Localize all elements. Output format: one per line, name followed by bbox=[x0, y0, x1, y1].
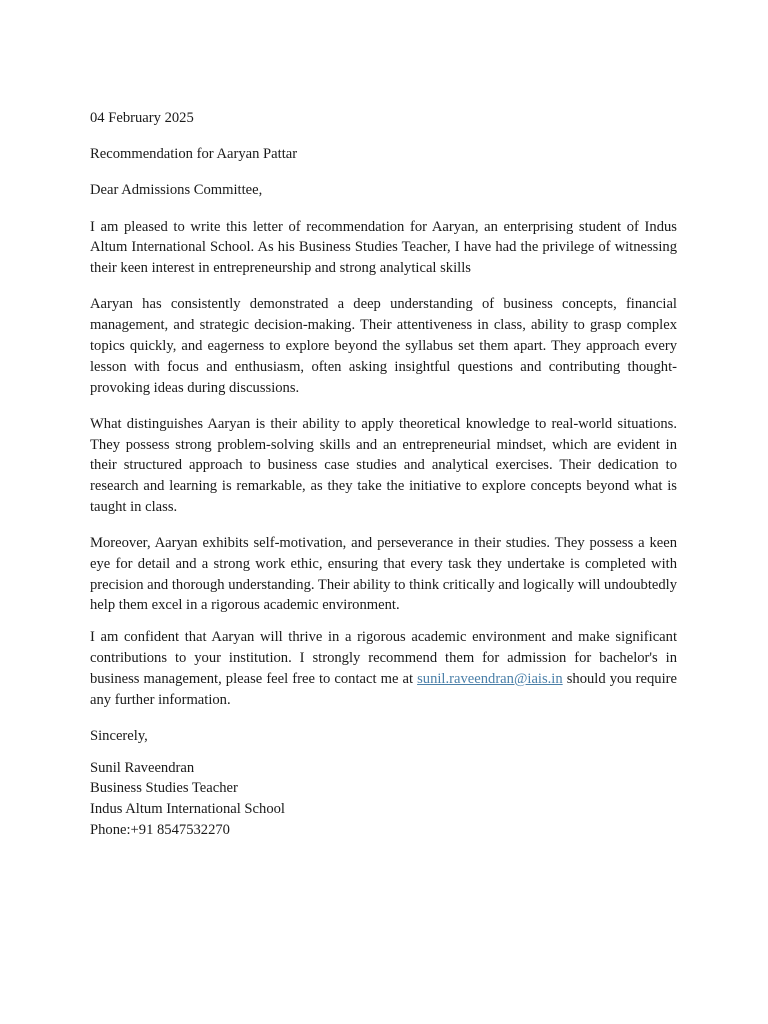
paragraph-confident-text: I am confident that Aaryan will thrive in a rigorous academic environment and make significant contributions to your institution. I strongly recommend them for admission for bachelor's in business management, please feel free to contact me at bbox=[90, 629, 677, 687]
email-link[interactable]: sunil.raveendran@iais.in bbox=[417, 670, 563, 687]
signature-school: Indus Altum International School bbox=[90, 801, 285, 818]
paragraph-motivation bbox=[90, 533, 677, 616]
paragraph-understanding: Aaryan has consistently demonstrated a deep understanding of business concepts, financial management, and strategic decision-making. Their attentiveness in class, ability to grasp complex topics quickly, and eagerness to explore beyond the syllabus set them apart. They approach every lesson with focus and enthusiasm, often asking insightful questions and contributing thought-provoking ideas during discussions. bbox=[90, 296, 677, 396]
paragraph-intro: I am pleased to write this letter of recommendation for Aaryan, an enterprising student of Indus Altum International School. As his Business Studies Teacher, I have had the privilege of witnessing their keen interest in entrepreneurship and strong analytical skills bbox=[90, 218, 677, 277]
letter-subject: Recommendation for Aaryan Pattar bbox=[90, 146, 298, 163]
signature-name: Sunil Raveendran bbox=[90, 759, 195, 776]
paragraph-confident-tail: should you require any further information. bbox=[90, 670, 677, 708]
letter-page bbox=[90, 108, 677, 841]
paragraph-confident bbox=[90, 627, 677, 710]
letter-date: 04 February 2025 bbox=[90, 110, 194, 126]
letter-closing: Sincerely, bbox=[90, 727, 148, 744]
signature-title: Business Studies Teacher bbox=[90, 780, 238, 797]
letter-salutation: Dear Admissions Committee, bbox=[90, 182, 263, 199]
paragraph-distinguishes: What distinguishes Aaryan is their ability to apply theoretical knowledge to real-world situations. They possess strong problem-solving skills and an entrepreneurial mindset, which are evident in their structured approach to business case studies and analytical exercises. Their dedication to research and learning is remarkable, as they take the initiative to explore concepts beyond what is taught in class. bbox=[90, 415, 677, 515]
paragraph-motivation-text: Moreover, Aaryan exhibits self-motivation, and perseverance in their studies. They possess a keen eye for detail and a strong work ethic, ensuring that every task they undertake is completed with precision and thorough understanding. Their ability to think critically and logically will undoubtedly help them excel in a rigorous academic environment. bbox=[90, 535, 678, 614]
signature-phone: Phone:+91 8547532270 bbox=[90, 822, 230, 839]
signature-block bbox=[90, 758, 677, 841]
